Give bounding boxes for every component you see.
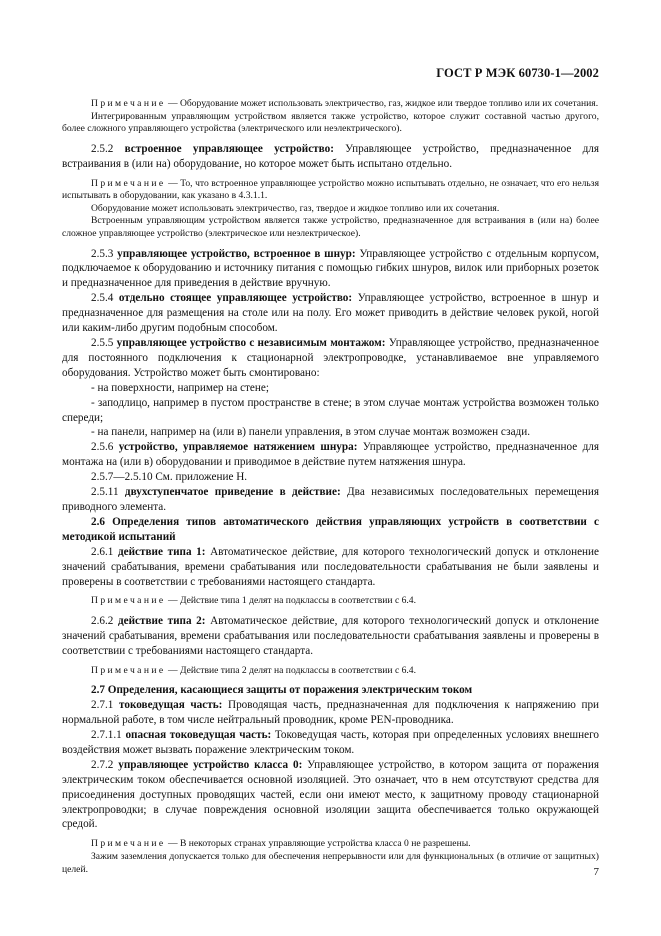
- paragraph-text: - заподлицо, например в пустом пространстве в стене; в этом случае монтаж устройства возможен только спереди;: [62, 396, 599, 424]
- paragraph-text: — То, что встроенное управляющее устройство можно испытывать отдельно, не означает, что его нельзя испытывать в оборудовании, как указано в 4.3.1.1.: [62, 177, 599, 202]
- paragraph-text: 2.5.6: [91, 441, 119, 454]
- paragraph-text: Управляющее устройство, предназначенное для постоянного подключения к стационарной электропроводке, устанавливаемое вне управляемого оборудования. Устройство может быть смонтировано:: [62, 337, 599, 379]
- paragraph-text: 2.5.2: [91, 142, 125, 155]
- term-label: действие типа 1:: [117, 545, 206, 558]
- note-label: Примечание: [91, 838, 166, 850]
- paragraph-text: Управляющее устройство, встроенное в шнур и предназначенное для размещения на столе или на полу. Его может приводить в действие человек рукой, ногой или каким-либо другим подобным способом.: [62, 292, 600, 335]
- paragraph-text: Встроенным управляющим устройством является также устройство, предназначенное для встраивания в (или на) более сложное управляющее устройство (электрическое или неэлектрическое).: [62, 215, 599, 239]
- note-label: Примечание: [91, 664, 166, 676]
- body-paragraph: [62, 247, 599, 292]
- term-label: управляющее устройство, встроенное в шнур:: [117, 247, 356, 260]
- paragraph-text: Оборудование может использовать электричество, газ, твердое и жидкое топливо или их сочетания.: [91, 202, 500, 214]
- paragraph-text: 2.6.1: [91, 545, 118, 558]
- term-label: токоведущая часть:: [119, 699, 223, 712]
- paragraph-text: — Действие типа 2 делят на подклассы в соответствии с 6.4.: [165, 664, 416, 676]
- body-paragraph: [62, 683, 599, 698]
- note-paragraph: [62, 851, 599, 876]
- note-label: Примечание: [91, 98, 166, 109]
- body-paragraph: [62, 698, 599, 728]
- paragraph-text: 2.7.2: [91, 758, 119, 771]
- paragraph-text: Проводящая часть, предназначенная для подключения к напряжению при нормальной работе, в том числе нейтральный проводник, кроме PEN-проводника.: [62, 699, 600, 727]
- paragraph-text: Автоматическое действие, для которого технологический допуск и отклонение значений срабатывания, времени срабатывания или последовательности срабатывания не были заявлены и проверены в соответствии с требованиями настоящего стандарта.: [62, 545, 599, 588]
- note-paragraph: [62, 215, 599, 240]
- paragraph-text: Зажим заземления допускается только для обеспечения непрерывности или для функциональных (в отличие от защитных) целей.: [62, 850, 599, 875]
- paragraph-text: 2.5.3: [91, 247, 118, 260]
- body-paragraph: [62, 142, 599, 172]
- paragraph-text: — Оборудование может использовать электричество, газ, жидкое или твердое топливо или их сочетания.: [165, 98, 599, 109]
- note-paragraph: [62, 203, 599, 216]
- note-label: Примечание: [91, 177, 166, 189]
- paragraph-text: - на поверхности, например на стене;: [91, 381, 269, 394]
- body-paragraph: [62, 291, 599, 336]
- paragraph-text: 2.5.11: [91, 486, 125, 499]
- paragraph-text: 2.5.5: [91, 337, 117, 349]
- term-label: 2.6 Определения типов автоматического действия управляющих устройств в соответствии с методикой испытаний: [62, 515, 599, 543]
- paragraph-text: 2.5.7—2.5.10 См. приложение Н.: [91, 471, 248, 484]
- body-paragraph: [62, 440, 599, 470]
- paragraph-text: - на панели, например на (или в) панели управления, в этом случае монтаж возможен сзади.: [91, 426, 531, 439]
- note-paragraph: [62, 665, 599, 678]
- term-label: двухступенчатое приведение в действие:: [124, 486, 341, 499]
- body-paragraph: [62, 614, 599, 659]
- note-label: Примечание: [91, 595, 166, 607]
- paragraph-text: Интегрированным управляющим устройством является также устройство, которое служит составной частью другого, более сложного управляющего устройства (электрического или неэлектрического).: [62, 110, 599, 135]
- term-label: управляющее устройство класса 0:: [118, 758, 303, 771]
- body-paragraph: [62, 485, 599, 515]
- term-label: опасная токоведущая часть:: [125, 729, 272, 742]
- note-paragraph: [62, 838, 599, 851]
- paragraph-text: — В некоторых странах управляющие устройства класса 0 не разрешены.: [165, 838, 471, 850]
- body-paragraph: [62, 728, 599, 758]
- term-label: отдельно стоящее управляющее устройство:: [118, 292, 353, 305]
- paragraph-text: 2.7.1.1: [91, 729, 126, 742]
- body-paragraph: [62, 336, 599, 381]
- paragraph-text: Автоматическое действие, для которого технологический допуск и отклонение значений срабатывания, времени срабатывания или последовательности срабатывания заявлены и проверены в соответствии с требованиями настоящего стандарта.: [62, 615, 599, 657]
- term-label: встроенное управляющее устройство:: [124, 142, 334, 155]
- paragraph-text: Управляющее устройство, предназначенное для встраивания в (или на) оборудование, но которое может быть испытано отдельно.: [62, 142, 599, 170]
- paragraph-text: Токоведущая часть, которая при определенных условиях внешнего воздействия может вызвать поражение электрическим током.: [62, 729, 599, 756]
- paragraph-text: 2.5.4: [91, 292, 119, 305]
- term-label: 2.7 Определения, касающиеся защиты от поражения электрическим током: [91, 684, 473, 697]
- body-paragraph: [62, 758, 599, 833]
- note-paragraph: [62, 595, 599, 608]
- body-paragraph: [62, 515, 599, 545]
- paragraph-text: 2.6.2: [91, 615, 118, 627]
- note-paragraph: [62, 98, 599, 111]
- term-label: действие типа 2:: [117, 615, 206, 627]
- body-paragraph: [62, 470, 599, 485]
- page-number: 7: [593, 866, 599, 878]
- term-label: управляющее устройство с независимым монтажом:: [116, 337, 386, 349]
- body-paragraph: [62, 425, 599, 440]
- body-paragraph: [62, 381, 599, 396]
- term-label: устройство, управляемое натяжением шнура:: [118, 441, 358, 454]
- paragraph-text: Управляющее устройство, в котором защита от поражения электрическим током обеспечивается основной изоляцией. Это означает, что в нем отсутствуют средства для присоединения доступных проводящих частей, если они имеют место, к защитному проводу стационарной электропроводки; в случае повреждения основной изоляции защита обеспечивается только окружающей средой.: [62, 758, 599, 831]
- paragraph-text: Два независимых последовательных перемещения приводного элемента.: [62, 486, 599, 513]
- note-paragraph: [62, 178, 599, 203]
- body-paragraph: [62, 545, 599, 590]
- body-paragraph: [62, 396, 599, 426]
- document-body: [62, 98, 599, 876]
- paragraph-text: Управляющее устройство, предназначенное для монтажа на (или в) оборудовании и приводимое в действие путем натяжения шнура.: [62, 441, 600, 469]
- paragraph-text: 2.7.1: [91, 699, 119, 712]
- note-paragraph: [62, 111, 599, 136]
- document-header: ГОСТ Р МЭК 60730-1—2002: [436, 66, 599, 80]
- paragraph-text: — Действие типа 1 делят на подклассы в соответствии с 6.4.: [165, 595, 416, 607]
- paragraph-text: Управляющее устройство с отдельным корпусом, подключаемое к оборудованию и источнику питания с помощью гибких шнуров, вилок или приборных розеток и предназначенное для приведения в действие вручную.: [62, 247, 599, 290]
